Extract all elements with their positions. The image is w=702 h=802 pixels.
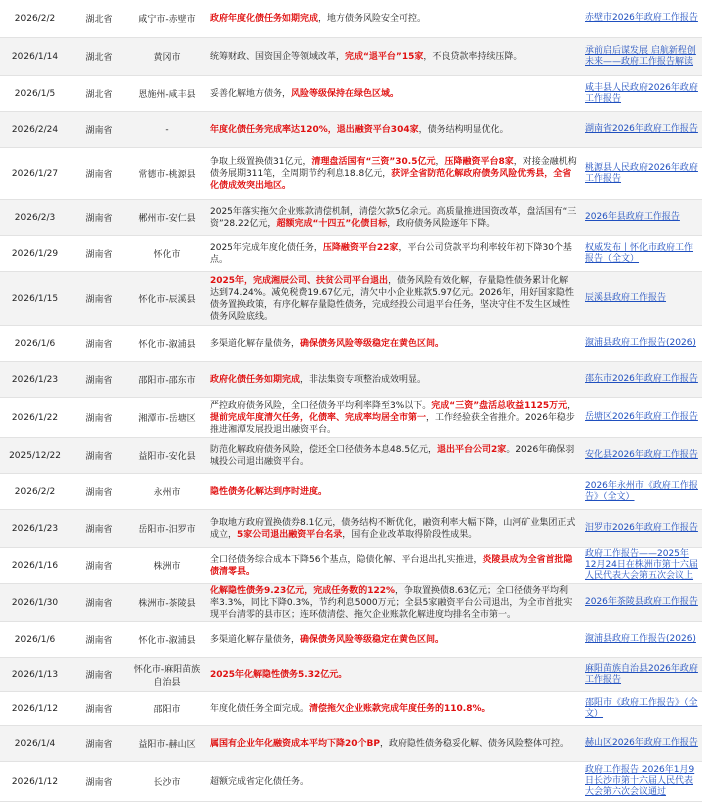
table-row [0,726,702,762]
content-text: ，平台公司贷款平均利率较年初下降30个基点。 [210,242,572,265]
source-link[interactable]: 赤壁市2026年政府工作报告 [585,13,698,23]
province-cell: 湖南省 [85,525,113,535]
highlighted-text: 压降融资平台22家 [322,242,399,253]
content-text: 多渠道化解存量债务， [210,338,301,349]
province-cell: 湖南省 [85,295,113,305]
highlighted-text: 清理盘活国有“三资”30.5亿元 [311,156,436,167]
city-cell: 邵阳市-邵东市 [138,376,196,386]
date-cell: 2026/2/24 [11,124,59,135]
source-link[interactable]: 溆浦县政府工作报告(2026) [585,634,696,644]
city-cell: 怀化市-辰溪县 [138,295,196,305]
content-text: ，国有企业改革取得阶段性成果。 [342,529,478,540]
content-text: 年度化债任务全面完成。 [210,703,310,714]
date-cell: 2026/2/3 [14,212,56,223]
content-text: ， [435,156,445,167]
province-cell: 湖南省 [85,488,113,498]
province-cell: 湖南省 [85,740,113,750]
content-text: ，地方债务风险安全可控。 [318,13,427,24]
source-cell [581,272,702,325]
highlighted-text: 压降融资平台8家 [444,156,514,167]
city-cell: 岳阳市-汨罗市 [138,525,196,535]
city-cell: 郴州市-安仁县 [138,214,196,224]
source-cell [581,762,702,801]
date-cell: 2026/1/5 [14,88,56,99]
city-cell: 长沙市 [153,778,181,788]
city-cell: 怀化市-溆浦县 [138,636,196,646]
source-cell [581,658,702,691]
city-cell: 恩施州-咸丰县 [138,90,196,100]
source-cell [581,548,702,583]
city-cell: 怀化市 [153,250,181,260]
province-cell: 湖南省 [85,126,113,136]
city-cell: 株洲市-茶陵县 [138,599,196,609]
date-cell: 2026/1/14 [11,51,59,62]
source-cell [581,326,702,361]
content-cell [206,726,581,761]
province-cell: 湖南省 [85,671,113,681]
source-cell [581,76,702,111]
date-cell: 2026/2/2 [14,13,56,24]
source-cell [581,622,702,657]
highlighted-text: 年度化债任务完成率达120%，退出融资平台304家 [210,124,419,135]
province-cell: 湖南省 [85,340,113,350]
source-link[interactable]: 溆浦县政府工作报告(2026) [585,338,696,348]
source-cell [581,398,702,437]
table-row [0,510,702,548]
content-cell [206,326,581,361]
content-text: ，对接金融机构债务展期311笔，全周期节约利息18.8亿元， [210,156,577,179]
date-cell: 2026/2/2 [14,486,56,497]
content-text: 争取上级置换债31亿元， [210,156,312,167]
highlighted-text: 退出平台公司2家 [437,444,507,455]
highlighted-text: 完成“三资”盘活总收益1125万元 [431,400,568,411]
date-cell: 2026/1/6 [14,338,56,349]
source-link[interactable]: 政府工作报告——2025年12月24日在株洲市第十六届人民代表大会第五次会议上 [585,549,698,581]
table-row [0,200,702,236]
date-cell: 2026/1/23 [11,523,59,534]
table-row [0,236,702,272]
highlighted-text: 隐性债务化解达到序时进度。 [210,486,328,497]
table-row [0,272,702,326]
province-cell: 湖南省 [85,562,113,572]
source-cell [581,362,702,397]
highlighted-text: 炎陵县成为全省首批隐债清零县。 [210,554,573,577]
source-link[interactable]: 咸丰县人民政府2026年政府工作报告 [585,82,698,104]
content-cell [206,76,581,111]
content-text: 2025年落实拖欠企业账款清偿机制，清偿欠款5亿余元。高质量推进国资改革，盘活国有“三资”28.22亿元， [210,206,577,229]
source-cell [581,474,702,509]
content-text: ，争取置换债8.63亿元；全口径债务平均利率3.3%，同比下降0.3%，节约利息5000万元；全县5家融资平台公司退出，为全市首批实现平台清零的县市区；连环债清偿、拖欠企业账款化解进度均排名全市第一。 [210,585,573,620]
table-row [0,584,702,622]
highlighted-text: 政府年度化债任务如期完成 [210,13,319,24]
content-text: 统筹财政、国资国企等领域改革， [210,51,346,62]
content-cell [206,38,581,75]
source-link[interactable]: 汨罗市2026年政府工作报告 [585,523,698,533]
date-cell: 2026/1/12 [11,776,59,787]
city-cell: 永州市 [153,488,181,498]
province-cell: 湖南省 [85,214,113,224]
province-cell: 湖南省 [85,636,113,646]
province-cell: 湖北省 [85,15,113,25]
content-cell [206,272,581,325]
source-link[interactable]: 安化县2026年政府工作报告 [585,450,698,460]
table-row [0,438,702,474]
source-cell [581,38,702,75]
highlighted-text: 5家公司退出融资平台名录 [237,529,343,540]
source-link[interactable]: 2026年茶陵县政府工作报告 [585,597,698,607]
city-cell: 益阳市-赫山区 [138,740,196,750]
source-link[interactable]: 桃源县人民政府2026年政府工作报告 [585,162,698,184]
province-cell: 湖南省 [85,170,113,180]
content-cell [206,692,581,725]
highlighted-text: 2025年化解隐性债务5.32亿元。 [210,669,348,680]
date-cell: 2026/1/23 [11,374,59,385]
content-text: ，工作经验获全省推介。2026年稳步推进湘潭发展投退出融资平台。 [210,412,575,435]
province-cell: 湖北省 [85,90,113,100]
content-cell [206,548,581,583]
province-cell: 湖南省 [85,705,113,715]
city-cell: 怀化市-溆浦县 [138,340,196,350]
content-cell [206,148,581,199]
content-text: 。2026年确保羽城投公司退出融资平台。 [210,444,575,467]
city-cell: 常德市-桃源县 [138,170,196,180]
highlighted-text: 确保债务风险等级稳定在黄色区间。 [300,338,445,349]
date-cell: 2026/1/29 [11,248,59,259]
city-cell: 株洲市 [153,562,181,572]
date-cell: 2025/12/22 [9,450,61,461]
content-text: ，政府隐性债务稳妥化解、债务风险整体可控。 [379,738,569,749]
province-cell: 湖南省 [85,250,113,260]
content-text: 妥善化解地方债务， [210,88,292,99]
table-row [0,38,702,76]
highlighted-text: 获评全省防范化解政府债务风险优秀县，全省化债成效突出地区。 [210,168,572,191]
date-cell: 2026/1/30 [11,597,59,608]
table-row [0,622,702,658]
date-cell: 2026/1/4 [14,738,56,749]
highlighted-text: 化解隐性债务9.23亿元，完成任务数的122% [210,585,396,596]
date-cell: 2026/1/12 [11,703,59,714]
source-link[interactable]: 麻阳苗族自治县2026年政府工作报告 [585,663,698,685]
source-link[interactable]: 政府工作报告 2026年1月9日长沙市第十六届人民代表大会第六次会议通过 [585,765,695,797]
content-cell [206,474,581,509]
province-cell: 湖南省 [85,376,113,386]
city-cell: 湘潭市-岳塘区 [138,414,196,424]
content-text: 超额完成省定化债任务。 [210,776,310,787]
content-text: ，政府债务风险逐年下降。 [387,218,496,229]
city-cell: 怀化市-麻阳苗族自治县 [133,664,201,688]
city-cell: - [165,124,169,135]
highlighted-text: 政府化债任务如期完成 [210,374,301,385]
content-text: 防范化解政府债务风险，偿还全口径债务本息48.5亿元， [210,444,438,455]
city-cell: 邵阳市 [153,705,181,715]
date-cell: 2026/1/27 [11,168,59,179]
content-text: 全口径债务综合成本下降56个基点，隐债化解、平台退出扎实推进， [210,554,483,565]
source-cell [581,148,702,199]
content-text: ，不良贷款率持续压降。 [423,51,523,62]
source-link[interactable]: 2026年永州市《政府工作报告》（全文） [585,480,698,502]
source-cell [581,438,702,473]
content-cell [206,398,581,437]
content-text: 争取地方政府置换债券8.1亿元，债务结构不断优化，融资利率大幅下降，山河矿业集团正式成立， [210,517,576,540]
content-cell [206,200,581,235]
content-text: ，债务结构明显优化。 [418,124,509,135]
city-cell: 咸宁市-赤壁市 [138,15,196,25]
content-text: ，非法集资专项整治成效明显。 [300,374,427,385]
highlighted-text: 属国有企业年化融资成本平均下降20个BP [210,738,380,749]
table-row [0,112,702,148]
content-cell [206,0,581,37]
source-cell [581,0,702,37]
province-cell: 湖南省 [85,414,113,424]
table-row [0,398,702,438]
source-link[interactable]: 权威发布丨怀化市政府工作报告（全文） [585,242,694,264]
table-row [0,76,702,112]
content-cell [206,762,581,801]
source-cell [581,112,702,147]
highlighted-text: 超额完成“十四五”化债目标 [276,218,388,229]
source-cell [581,726,702,761]
source-link[interactable]: 邵阳市《政府工作报告》（全文） [585,697,698,719]
province-cell: 湖南省 [85,452,113,462]
date-cell: 2026/1/22 [11,412,59,423]
table-row [0,0,702,38]
highlighted-text: 风险等级保持在绿色区域。 [291,88,400,99]
content-cell [206,658,581,691]
source-link[interactable]: 赫山区2026年政府工作报告 [585,738,698,748]
date-cell: 2026/1/13 [11,669,59,680]
content-cell [206,584,581,621]
source-link[interactable]: 2026年县政府工作报告 [585,212,680,222]
content-text: ， [567,400,577,411]
table-row [0,658,702,692]
source-cell [581,200,702,235]
highlighted-text: 完成“退平台”15家 [345,51,424,62]
table-row [0,362,702,398]
highlighted-text: 确保债务风险等级稳定在黄色区间。 [300,634,445,645]
content-cell [206,622,581,657]
source-cell [581,584,702,621]
table-row [0,474,702,510]
city-cell: 益阳市-安化县 [138,452,196,462]
source-link[interactable]: 邵东市2026年政府工作报告 [585,374,698,384]
highlighted-text: 提前完成年度清欠任务，化债率、完成率均居全市第一 [210,412,427,423]
source-link[interactable]: 辰溪县政府工作报告 [585,293,667,303]
source-cell [581,236,702,271]
date-cell: 2026/1/6 [14,634,56,645]
content-text: 2025年完成年度化债任务， [210,242,323,253]
content-cell [206,438,581,473]
source-link[interactable]: 湖南省2026年政府工作报告 [585,124,698,134]
source-link[interactable]: 承前启后谋发展 启航新程创未来——政府工作报告解读 [585,45,696,67]
content-text: 严控政府债务风险，全口径债务平均利率降至3%以下。 [210,400,432,411]
content-cell [206,112,581,147]
content-cell [206,236,581,271]
source-cell [581,510,702,547]
city-cell: 黄冈市 [153,53,181,63]
highlighted-text: 2025年，完成湘辰公司、扶贫公司平台退出 [210,275,389,286]
source-cell [581,692,702,725]
table-row [0,326,702,362]
province-cell: 湖南省 [85,778,113,788]
content-cell [206,510,581,547]
content-text: ，债务风险有效化解，存量隐性债务累计化解达到74.24%。减免税费19.67亿元，清欠中小企业账款5.97亿元。2026年，用好国家隐性债务置换政策，有序化解存量隐性债务，完成经投公司退平台任务，坚决守住不发生区域性债务风险底线。 [210,275,575,322]
province-cell: 湖南省 [85,599,113,609]
content-text: 多渠道化解存量债务， [210,634,301,645]
table-row [0,762,702,802]
table-row [0,692,702,726]
content-cell [206,362,581,397]
source-link[interactable]: 岳塘区2026年政府工作报告 [585,412,698,422]
province-cell: 湖北省 [85,53,113,63]
table-row [0,548,702,584]
table-row [0,148,702,200]
highlighted-text: 清偿拖欠企业账款完成年度任务的110.8%。 [309,703,491,714]
date-cell: 2026/1/16 [11,560,59,571]
date-cell: 2026/1/15 [11,293,59,304]
